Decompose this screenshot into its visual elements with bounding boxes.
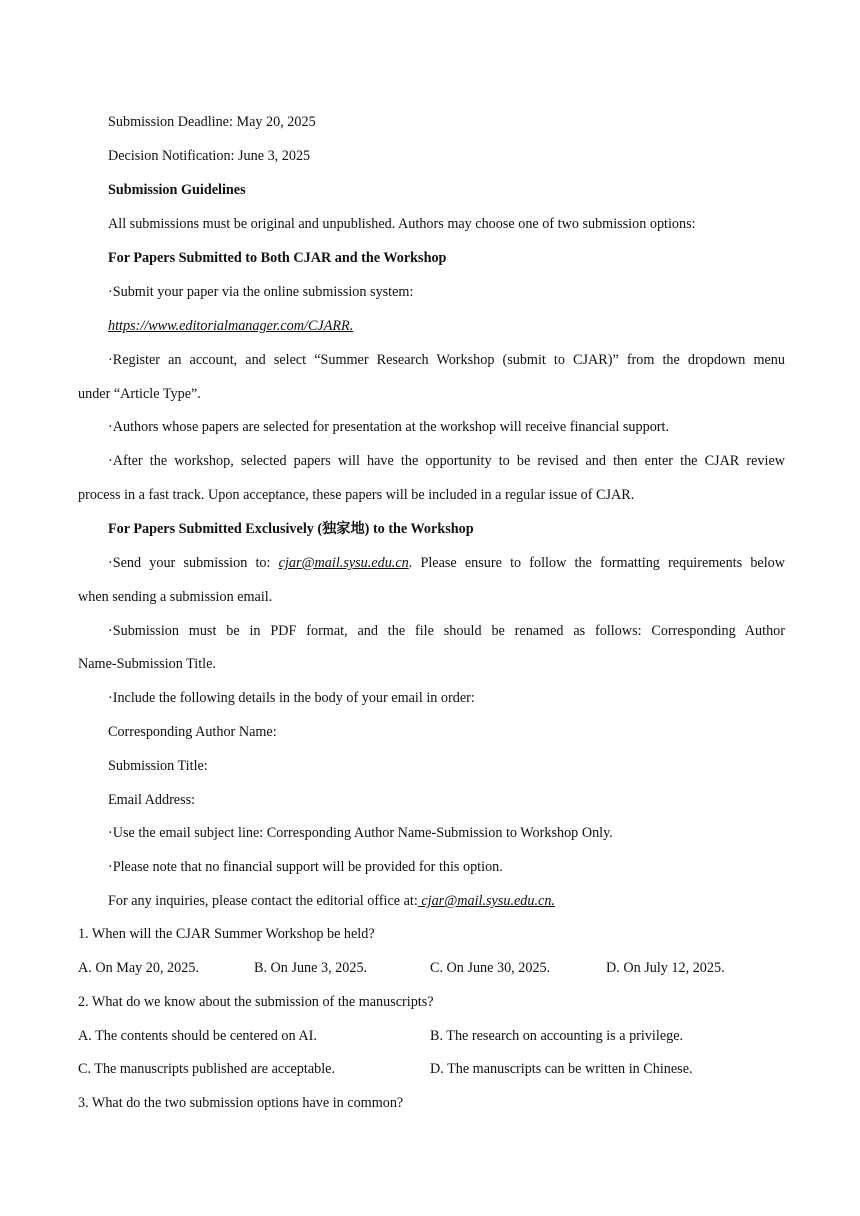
field-submission-title: Submission Title: — [108, 758, 208, 774]
submission-deadline: Submission Deadline: May 20, 2025 — [108, 114, 316, 130]
no-financial-support-line: ·Please note that no financial support will be provided for this option. — [108, 859, 503, 875]
pdf-format-line-1: ·Submission must be in PDF format, and the file should be renamed as follows: Corresponding Author — [108, 623, 785, 639]
pdf-format-line-2: Name-Submission Title. — [78, 656, 216, 672]
question-1-stem: 1. When will the CJAR Summer Workshop be held? — [78, 926, 375, 942]
question-2-option-d: D. The manuscripts can be written in Chinese. — [430, 1061, 693, 1077]
send-prefix: ·Send your submission to: — [108, 555, 279, 571]
field-author-name: Corresponding Author Name: — [108, 724, 277, 740]
field-email-address: Email Address: — [108, 792, 196, 808]
submit-online-line: ·Submit your paper via the online submission system: — [108, 284, 414, 300]
option-exclusive-heading: For Papers Submitted Exclusively (独家地) to the Workshop — [108, 521, 474, 537]
include-details-line: ·Include the following details in the body of your email in order: — [108, 690, 475, 706]
submission-email-link[interactable]: cjar@mail.sysu.edu.cn — [278, 555, 409, 571]
inquiry-suffix: . — [551, 893, 555, 909]
question-1-option-d: D. On July 12, 2025. — [606, 960, 725, 976]
register-line-2: under “Article Type”. — [78, 386, 201, 402]
register-line-1: ·Register an account, and select “Summer Research Workshop (submit to CJAR)” from the dropdown menu — [108, 352, 785, 368]
question-2-option-b: B. The research on accounting is a privilege. — [430, 1028, 684, 1044]
inquiry-prefix: For any inquiries, please contact the editorial office at: — [108, 893, 418, 909]
decision-notification: Decision Notification: June 3, 2025 — [108, 148, 311, 164]
question-1-option-a: A. On May 20, 2025. — [78, 960, 199, 976]
guidelines-intro: All submissions must be original and unpublished. Authors may choose one of two submission options: — [108, 216, 696, 232]
question-1-option-b: B. On June 3, 2025. — [254, 960, 368, 976]
submission-system-link[interactable]: https://www.editorialmanager.com/CJARR. — [108, 318, 354, 334]
inquiry-email-link[interactable]: cjar@mail.sysu.edu.cn — [417, 893, 552, 909]
send-suffix: . Please ensure to follow the formatting requirements below — [408, 555, 785, 571]
submission-url-line — [108, 315, 785, 337]
send-submission-line-1 — [108, 552, 785, 574]
question-2-option-c: C. The manuscripts published are acceptable. — [78, 1061, 335, 1077]
after-workshop-line-2: process in a fast track. Upon acceptance, these papers will be included in a regular issue of CJAR. — [78, 487, 635, 503]
option-both-heading: For Papers Submitted to Both CJAR and the Workshop — [108, 250, 447, 266]
question-2-stem: 2. What do we know about the submission of the manuscripts? — [78, 994, 434, 1010]
after-workshop-line-1: ·After the workshop, selected papers will have the opportunity to be revised and then enter the CJAR review — [108, 453, 785, 469]
question-3-stem: 3. What do the two submission options have in common? — [78, 1095, 404, 1111]
question-2-option-a: A. The contents should be centered on AI. — [78, 1028, 317, 1044]
question-1-option-c: C. On June 30, 2025. — [430, 960, 551, 976]
inquiry-line — [108, 890, 785, 912]
financial-support-line: ·Authors whose papers are selected for presentation at the workshop will receive financial support. — [108, 419, 670, 435]
guidelines-heading: Submission Guidelines — [108, 182, 246, 198]
send-submission-line-2: when sending a submission email. — [78, 589, 273, 605]
email-subject-line: ·Use the email subject line: Corresponding Author Name-Submission to Workshop Only. — [108, 825, 613, 841]
